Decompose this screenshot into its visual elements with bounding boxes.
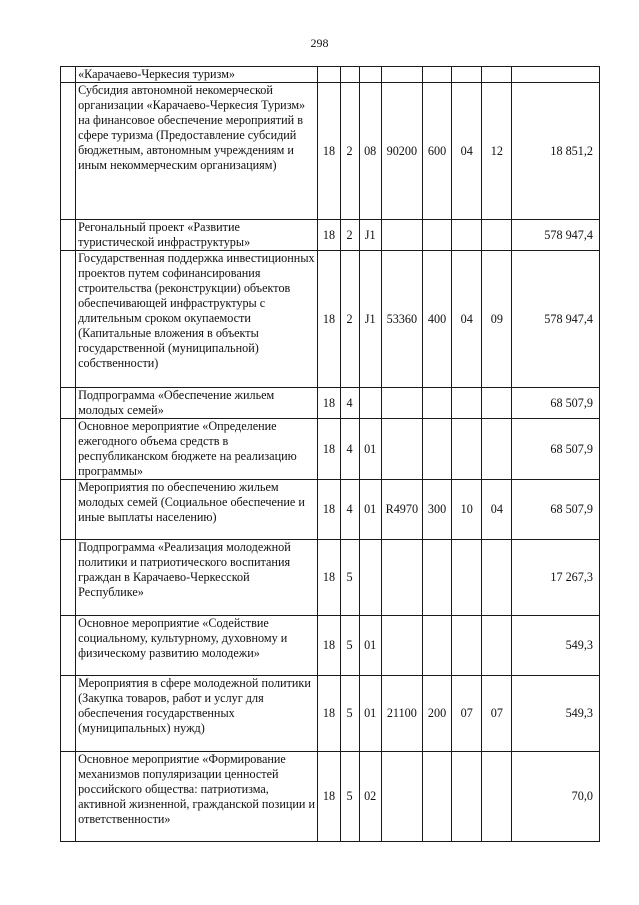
code-f-cell — [452, 388, 482, 419]
code-d-cell — [381, 752, 422, 842]
code-e-cell: 200 — [422, 676, 451, 752]
code-a-cell: 18 — [318, 220, 340, 251]
table-row — [61, 752, 600, 842]
item-name-cell: Мероприятия по обеспечению жильем молодых семей (Социальное обеспечение и иные выплаты населению) — [76, 480, 318, 540]
item-name-cell: Мероприятия в сфере молодежной политики (Закупка товаров, работ и услуг для обеспечения государственных (муниципальных) нужд) — [76, 676, 318, 752]
code-e-cell — [422, 540, 451, 616]
code-g-cell — [482, 388, 512, 419]
table-row — [61, 616, 600, 676]
item-name-cell: Подпрограмма «Реализация молодежной политики и патриотического воспитания граждан в Карачаево-Черкесской Республике» — [76, 540, 318, 616]
code-f-cell: 10 — [452, 480, 482, 540]
code-b-cell: 4 — [340, 388, 359, 419]
code-b-cell: 4 — [340, 419, 359, 480]
table-row — [61, 83, 600, 220]
item-name-cell: Основное мероприятие «Содействие социальному, культурному, духовному и физическому развитию молодежи» — [76, 616, 318, 676]
code-a-cell: 18 — [318, 419, 340, 480]
code-a-cell: 18 — [318, 676, 340, 752]
code-d-cell — [381, 220, 422, 251]
code-a-cell: 18 — [318, 388, 340, 419]
code-g-cell — [482, 419, 512, 480]
amount-cell: 549,3 — [512, 616, 600, 676]
amount-cell: 549,3 — [512, 676, 600, 752]
row-number-cell — [61, 251, 76, 388]
code-a-cell: 18 — [318, 480, 340, 540]
code-f-cell: 07 — [452, 676, 482, 752]
row-number-cell — [61, 676, 76, 752]
table-row — [61, 540, 600, 616]
code-f-cell — [452, 419, 482, 480]
code-g-cell — [482, 67, 512, 83]
code-d-cell — [381, 616, 422, 676]
code-c-cell — [359, 67, 381, 83]
amount-cell: 578 947,4 — [512, 251, 600, 388]
table-row — [61, 388, 600, 419]
code-d-cell — [381, 388, 422, 419]
code-e-cell — [422, 67, 451, 83]
table-row — [61, 676, 600, 752]
code-e-cell — [422, 616, 451, 676]
code-e-cell — [422, 388, 451, 419]
code-f-cell — [452, 220, 482, 251]
code-e-cell — [422, 419, 451, 480]
code-g-cell: 09 — [482, 251, 512, 388]
row-number-cell — [61, 540, 76, 616]
code-d-cell — [381, 419, 422, 480]
row-number-cell — [61, 480, 76, 540]
code-b-cell: 5 — [340, 616, 359, 676]
item-name-cell: Субсидия автономной некомерческой организации «Карачаево-Черкесия Туризм» на финансовое обеспечение мероприятий в сфере туризма (Предоставление субсидий бюджетным, автономным учреждениям и иным некоммерческим организациям) — [76, 83, 318, 220]
code-d-cell: R4970 — [381, 480, 422, 540]
row-number-cell — [61, 419, 76, 480]
code-a-cell: 18 — [318, 251, 340, 388]
item-name-cell: Основное мероприятие «Формирование механизмов популяризации ценностей российского общества: патриотизма, активной жизненной, гражданской позиции и ответственности» — [76, 752, 318, 842]
item-name-cell: «Карачаево-Черкесия туризм» — [76, 67, 318, 83]
code-e-cell: 300 — [422, 480, 451, 540]
amount-cell: 68 507,9 — [512, 480, 600, 540]
code-a-cell: 18 — [318, 752, 340, 842]
code-c-cell: J1 — [359, 220, 381, 251]
table-body — [61, 67, 600, 842]
code-c-cell: 08 — [359, 83, 381, 220]
code-a-cell: 18 — [318, 540, 340, 616]
code-a-cell: 18 — [318, 83, 340, 220]
row-number-cell — [61, 388, 76, 419]
code-f-cell — [452, 540, 482, 616]
row-number-cell — [61, 616, 76, 676]
amount-cell: 17 267,3 — [512, 540, 600, 616]
amount-cell: 68 507,9 — [512, 419, 600, 480]
table-row — [61, 480, 600, 540]
row-number-cell — [61, 67, 76, 83]
code-b-cell — [340, 67, 359, 83]
item-name-cell: Основное мероприятие «Определение ежегодного объема средств в республиканском бюджете на реализацию программы» — [76, 419, 318, 480]
table-row — [61, 67, 600, 83]
code-g-cell: 04 — [482, 480, 512, 540]
amount-cell: 68 507,9 — [512, 388, 600, 419]
page-number: 298 — [310, 36, 329, 50]
code-b-cell: 4 — [340, 480, 359, 540]
budget-table — [60, 66, 600, 842]
code-c-cell: 01 — [359, 419, 381, 480]
amount-cell — [512, 67, 600, 83]
code-d-cell — [381, 67, 422, 83]
code-c-cell: 01 — [359, 480, 381, 540]
code-c-cell — [359, 388, 381, 419]
code-e-cell — [422, 220, 451, 251]
code-e-cell — [422, 752, 451, 842]
code-d-cell: 21100 — [381, 676, 422, 752]
code-a-cell: 18 — [318, 616, 340, 676]
amount-cell: 18 851,2 — [512, 83, 600, 220]
code-d-cell: 53360 — [381, 251, 422, 388]
code-g-cell — [482, 540, 512, 616]
row-number-cell — [61, 220, 76, 251]
code-g-cell: 07 — [482, 676, 512, 752]
code-g-cell — [482, 616, 512, 676]
code-c-cell: 01 — [359, 676, 381, 752]
code-c-cell: 01 — [359, 616, 381, 676]
row-number-cell — [61, 752, 76, 842]
code-b-cell: 2 — [340, 251, 359, 388]
code-e-cell: 400 — [422, 251, 451, 388]
amount-cell: 70,0 — [512, 752, 600, 842]
table-row — [61, 419, 600, 480]
code-d-cell — [381, 540, 422, 616]
code-c-cell: J1 — [359, 251, 381, 388]
code-b-cell: 2 — [340, 220, 359, 251]
row-number-cell — [61, 83, 76, 220]
code-f-cell — [452, 67, 482, 83]
code-g-cell: 12 — [482, 83, 512, 220]
code-f-cell: 04 — [452, 251, 482, 388]
code-a-cell — [318, 67, 340, 83]
code-g-cell — [482, 752, 512, 842]
code-f-cell — [452, 616, 482, 676]
amount-cell: 578 947,4 — [512, 220, 600, 251]
code-b-cell: 5 — [340, 540, 359, 616]
item-name-cell: Регональный проект «Развитие туристической инфраструктуры» — [76, 220, 318, 251]
code-b-cell: 5 — [340, 676, 359, 752]
table-row — [61, 251, 600, 388]
item-name-cell: Подпрограмма «Обеспечение жильем молодых семей» — [76, 388, 318, 419]
code-e-cell: 600 — [422, 83, 451, 220]
code-c-cell — [359, 540, 381, 616]
code-f-cell: 04 — [452, 83, 482, 220]
code-b-cell: 5 — [340, 752, 359, 842]
item-name-cell: Государственная поддержка инвестиционных проектов путем софинансирования строительства (реконструкции) объектов обеспечивающей инфраструктуры с длительным сроком окупаемости (Капитальные вложения в объекты государственной (муниципальной) собственности) — [76, 251, 318, 388]
code-b-cell: 2 — [340, 83, 359, 220]
table-row — [61, 220, 600, 251]
code-c-cell: 02 — [359, 752, 381, 842]
code-g-cell — [482, 220, 512, 251]
code-f-cell — [452, 752, 482, 842]
code-d-cell: 90200 — [381, 83, 422, 220]
